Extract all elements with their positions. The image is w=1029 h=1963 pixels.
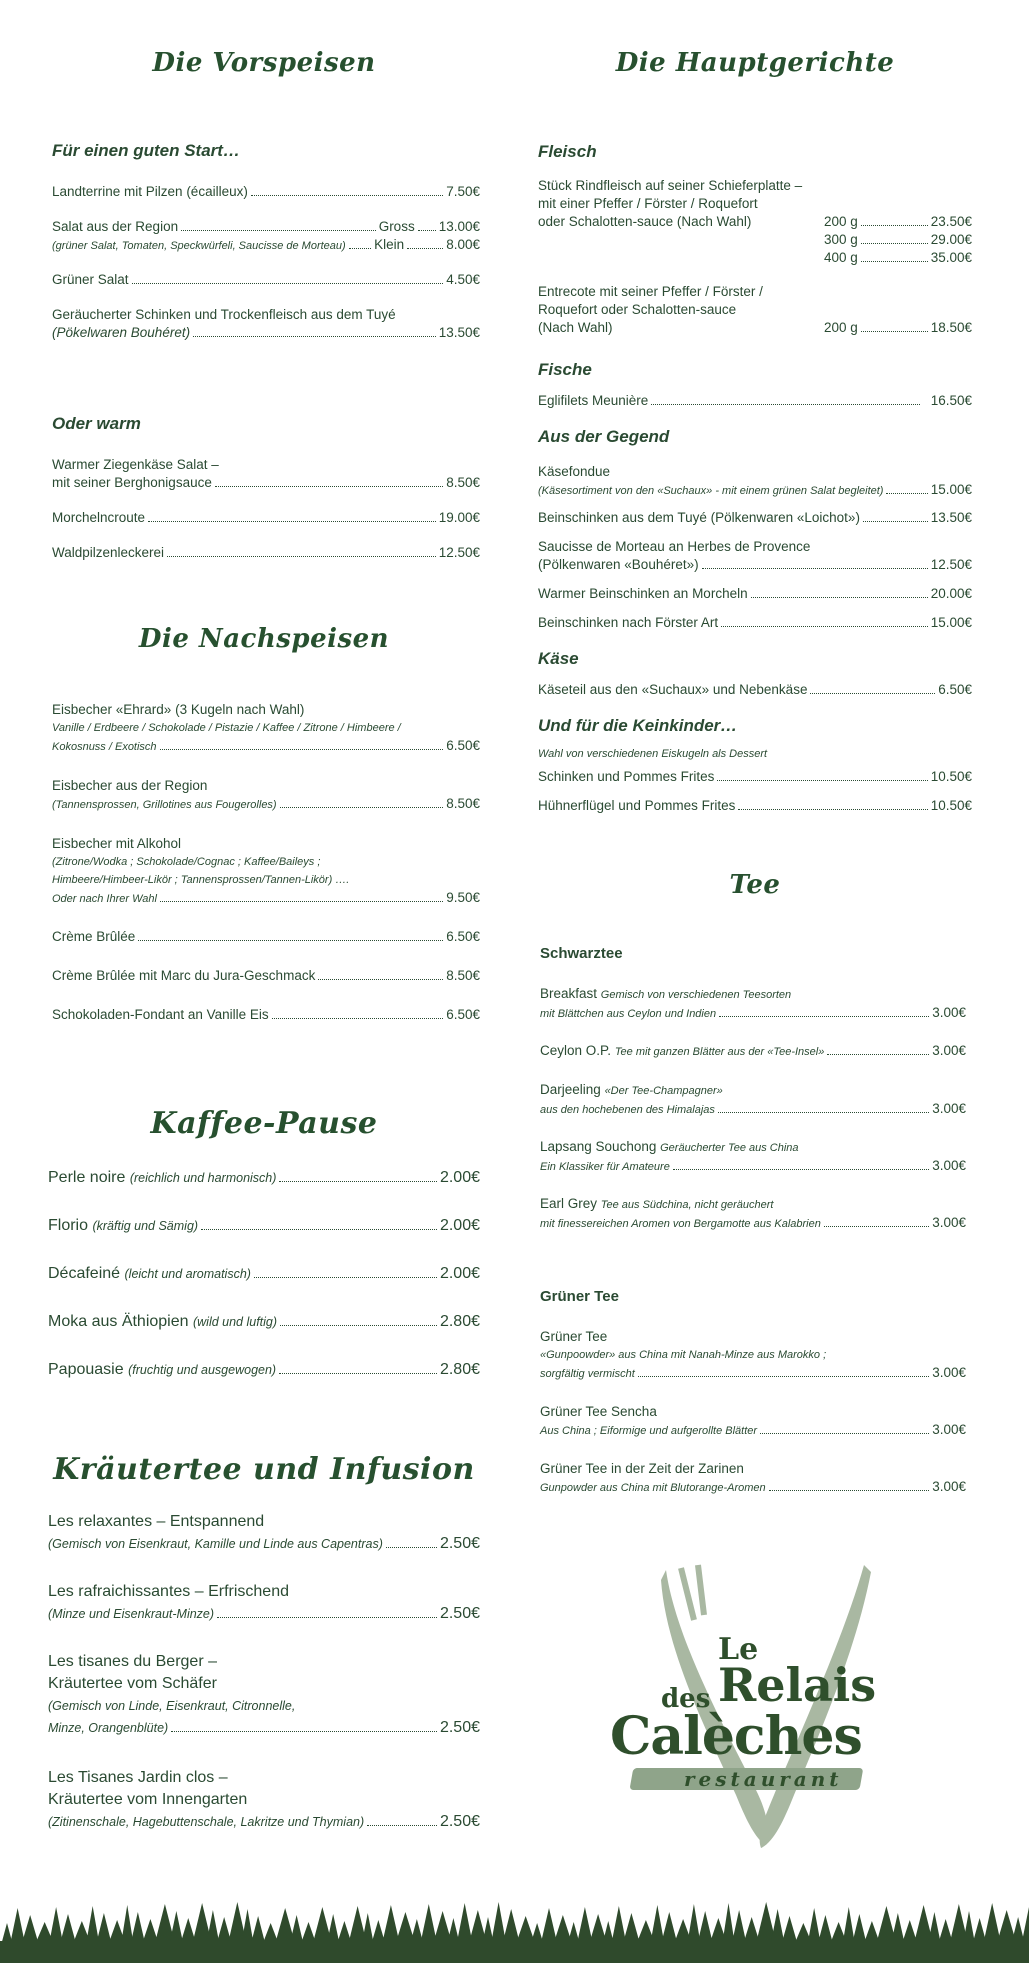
menu-item: Breakfast Gemisch von verschiedenen Teesorten mit Blättchen aus Ceylon und Indien 3.00€ <box>540 986 966 1020</box>
menu-item: Crème Brûlée mit Marc du Jura-Geschmack 8.50€ <box>52 968 480 983</box>
kaffee-heading: Kaffee-Pause <box>150 1106 378 1141</box>
forest-silhouette <box>0 1901 1029 1963</box>
menu-item: Eisbecher aus der Region (Tannensprossen, Grillotines aus Fougerolles) 8.50€ <box>52 778 480 811</box>
vorspeisen-heading: Die Vorspeisen <box>152 48 376 78</box>
menu-item: Crème Brûlée 6.50€ <box>52 929 480 944</box>
menu-item: Warmer Beinschinken an Morcheln 20.00€ <box>538 586 972 601</box>
menu-item: Earl Grey Tee aus Südchina, nicht geräuchert mit finessereichen Aromen von Bergamotte aus Kalabrien 3.00€ <box>540 1196 966 1230</box>
menu-item: Darjeeling «Der Tee-Champagner» aus den hochebenen des Himalajas 3.00€ <box>540 1082 966 1116</box>
menu-item: Warmer Ziegenkäse Salat – mit seiner Berghonigsauce 8.50€ <box>52 457 480 490</box>
schwarztee-subheading: Schwarztee <box>540 945 623 962</box>
menu-item: Eglifilets Meunière 16.50€ <box>538 393 972 408</box>
menu-item: Beinschinken aus dem Tuyé (Pölkenwaren «Loichot») 13.50€ <box>538 510 972 525</box>
menu-item: Moka aus Äthiopien (wild und luftig) 2.80€ <box>48 1313 480 1330</box>
kinder-subheading: Und für die Keinkinder… <box>538 716 738 735</box>
menu-item: Käseteil aus den «Suchaux» und Nebenkäse 6.50€ <box>538 682 972 697</box>
menu-item: Papouasie (fruchtig und ausgewogen) 2.80€ <box>48 1361 480 1378</box>
menu-item: Morchelncroute 19.00€ <box>52 510 480 525</box>
logo-le: Le <box>718 1632 759 1667</box>
menu-item: Hühnerflügel und Pommes Frites 10.50€ <box>538 798 972 813</box>
menu-item: Ceylon O.P. Tee mit ganzen Blätter aus der «Tee-Insel» 3.00€ <box>540 1043 966 1058</box>
fische-subheading: Fische <box>538 360 592 379</box>
logo-relais: Relais <box>718 1658 877 1712</box>
kaese-subheading: Käse <box>538 649 579 668</box>
hauptgerichte-heading: Die Hauptgerichte <box>615 48 895 78</box>
menu-item: Grüner Salat 4.50€ <box>52 272 480 287</box>
gruener-tee-subheading: Grüner Tee <box>540 1288 619 1305</box>
kinder-note: Wahl von verschiedenen Eiskugeln als Dessert <box>538 748 768 760</box>
menu-item: Florio (kräftig und Sämig) 2.00€ <box>48 1217 480 1234</box>
menu-item: Eisbecher «Ehrard» (3 Kugeln nach Wahl) Vanille / Erdbeere / Schokolade / Pistazie / Kaffee / Zitrone / Himbeere / Kokosnuss / Exotisch 6.50€ <box>52 702 480 753</box>
menu-item: Salat aus der Region Gross 13.00€ (grüner Salat, Tomaten, Speckwürfeli, Saucisse de Morteau) Klein 8.00€ <box>52 219 480 252</box>
menu-item: Landterrine mit Pilzen (écailleux) 7.50€ <box>52 184 480 199</box>
menu-item: Beinschinken nach Förster Art 15.00€ <box>538 615 972 630</box>
kraeutertee-heading: Kräutertee und Infusion <box>53 1452 475 1487</box>
nachspeisen-heading: Die Nachspeisen <box>138 624 390 654</box>
menu-item: Les relaxantes – Entspannend (Gemisch von Eisenkraut, Kamille und Linde aus Capentras) 2.50€ <box>48 1513 480 1552</box>
menu-item: Stück Rindfleisch auf seiner Schieferplatte – mit einer Pfeffer / Förster / Roquefort oder Schalotten-sauce (Nach Wahl) 200 g 23.50€ 300 g 29.00€ 400 g 35.00€ <box>538 178 972 265</box>
start-subheading: Für einen guten Start… <box>52 141 240 160</box>
menu-item: Les tisanes du Berger – Kräutertee vom Schäfer (Gemisch von Linde, Eisenkraut, Citronnelle, Minze, Orangenblüte) 2.50€ <box>48 1653 480 1736</box>
menu-item: Lapsang Souchong Geräucherter Tee aus China Ein Klassiker für Amateure 3.00€ <box>540 1139 966 1173</box>
menu-item: Waldpilzenleckerei 12.50€ <box>52 545 480 560</box>
warm-subheading: Oder warm <box>52 414 141 433</box>
fleisch-subheading: Fleisch <box>538 142 597 161</box>
tee-heading: Tee <box>729 870 781 900</box>
menu-item: Grüner Tee «Gunpoowder» aus China mit Nanah-Minze aus Marokko ; sorgfältig vermischt 3.00€ <box>540 1329 966 1380</box>
menu-item: Schokoladen-Fondant an Vanille Eis 6.50€ <box>52 1007 480 1022</box>
menu-item: Les rafraichissantes – Erfrischend (Minze und Eisenkraut-Minze) 2.50€ <box>48 1583 480 1622</box>
menu-item: Les Tisanes Jardin clos – Kräutertee vom Innengarten (Zitinenschale, Hagebuttenschale, Lakritze und Thymian) 2.50€ <box>48 1769 480 1830</box>
restaurant-logo <box>606 1560 916 1850</box>
menu-item: Perle noire (reichlich und harmonisch) 2.00€ <box>48 1169 480 1186</box>
menu-item: Décafeiné (leicht und aromatisch) 2.00€ <box>48 1265 480 1282</box>
menu-item: Saucisse de Morteau an Herbes de Provence (Pölkenwaren «Bouhéret») 12.50€ <box>538 539 972 572</box>
menu-item: Schinken und Pommes Frites 10.50€ <box>538 769 972 784</box>
gegend-subheading: Aus der Gegend <box>538 427 670 446</box>
menu-item: Eisbecher mit Alkohol (Zitrone/Wodka ; Schokolade/Cognac ; Kaffee/Baileys ; Himbeere/Himbeer-Likör ; Tannensprossen/Tannen-Likör) …. Oder nach Ihrer Wahl 9.50€ <box>52 836 480 905</box>
menu-item: Grüner Tee in der Zeit der Zarinen Gunpowder aus China mit Blutorange-Aromen 3.00€ <box>540 1461 966 1494</box>
logo-des: des <box>661 1684 711 1714</box>
menu-item: Grüner Tee Sencha Aus China ; Eiformige und aufgerollte Blätter 3.00€ <box>540 1404 966 1437</box>
logo-restaurant: restaurant <box>684 1767 843 1791</box>
menu-item: Käsefondue (Käsesortiment von den «Suchaux» - mit einem grünen Salat begleitet) 15.00€ <box>538 464 972 497</box>
menu-item: Entrecote mit seiner Pfeffer / Förster / Roquefort oder Schalotten-sauce (Nach Wahl) 200 g 18.50€ <box>538 284 972 335</box>
logo-caleches: Calèches <box>610 1706 862 1767</box>
menu-item: Geräucherter Schinken und Trockenfleisch aus dem Tuyé (Pökelwaren Bouhéret) 13.50€ <box>52 307 480 340</box>
